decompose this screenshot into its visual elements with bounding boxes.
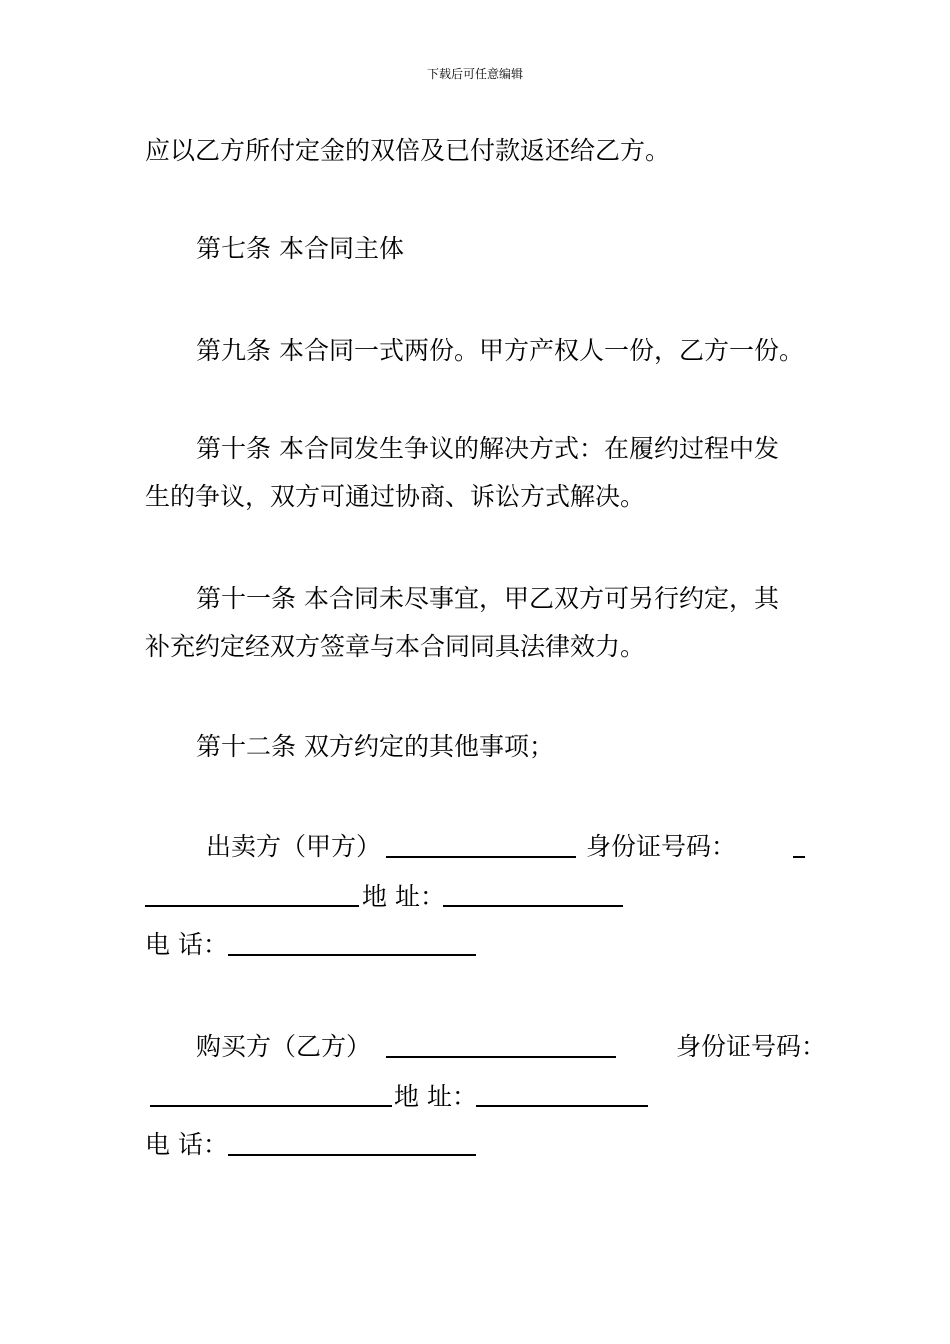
seller-name-blank[interactable] bbox=[386, 834, 576, 858]
article-11-line-2: 补充约定经双方签章与本合同同具法律效力。 bbox=[145, 632, 646, 661]
seller-address-label: 地 址： bbox=[362, 882, 445, 911]
buyer-address-label: 地 址： bbox=[394, 1082, 477, 1111]
article-10-line-2: 生的争议，双方可通过协商、诉讼方式解决。 bbox=[145, 482, 646, 511]
seller-phone-label: 电 话： bbox=[145, 930, 228, 959]
seller-name-row bbox=[206, 832, 381, 862]
article-7-heading: 第七条 本合同主体 bbox=[196, 234, 404, 263]
seller-address-blank[interactable] bbox=[443, 883, 623, 907]
buyer-address-blank[interactable] bbox=[476, 1083, 648, 1107]
buyer-id-label: 身份证号码： bbox=[676, 1032, 827, 1061]
article-10-line-1: 第十条 本合同发生争议的解决方式：在履约过程中发 bbox=[196, 434, 779, 463]
buyer-label: 购买方（乙方） bbox=[196, 1032, 372, 1061]
paragraph-line: 应以乙方所付定金的双倍及已付款返还给乙方。 bbox=[145, 136, 671, 165]
article-11-line-1: 第十一条 本合同未尽事宜，甲乙双方可另行约定，其 bbox=[196, 584, 779, 613]
seller-id-label: 身份证号码： bbox=[586, 832, 737, 861]
buyer-phone-label: 电 话： bbox=[145, 1130, 228, 1159]
buyer-id-blank[interactable] bbox=[150, 1083, 392, 1107]
seller-phone-blank[interactable] bbox=[228, 932, 476, 956]
page-header-note: 下载后可任意编辑 bbox=[426, 67, 523, 81]
buyer-name-blank[interactable] bbox=[386, 1034, 616, 1058]
buyer-phone-blank[interactable] bbox=[228, 1132, 476, 1156]
seller-id-blank[interactable] bbox=[145, 883, 359, 907]
article-12: 第十二条 双方约定的其他事项； bbox=[196, 732, 554, 761]
seller-label: 出卖方（甲方） bbox=[206, 832, 382, 861]
article-9: 第九条 本合同一式两份。甲方产权人一份，乙方一份。 bbox=[196, 336, 804, 365]
seller-id-blank-start[interactable] bbox=[793, 834, 805, 858]
